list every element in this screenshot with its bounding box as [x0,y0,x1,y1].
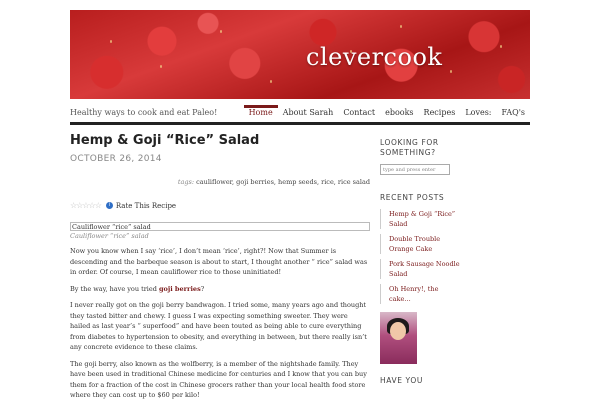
recent-posts-title: RECENT POSTS [380,193,445,202]
site-title[interactable]: clevercook [306,43,443,71]
nav-item-recipes[interactable]: Recipes [423,108,456,117]
tags-list[interactable]: cauliflower, goji berries, hemp seeds, rice, rice salad [196,178,370,186]
goji-berries-link[interactable]: goji berries [158,284,201,293]
header-banner[interactable] [70,10,530,99]
post-content [70,133,370,400]
recent-posts-list [380,209,460,304]
recipe-rating [70,201,370,210]
post-paragraph-1: Now you know when I say ‘rice’, I don’t mean ‘rice’, right?! Now that Summer is descending and the barbeque season is about to start, I thought another “ rice” salad was in order. Of course, I mean cauliflower rice to those uninitiated! [70,247,368,276]
have-you-title: HAVE YOU [380,376,423,385]
avatar-face [390,322,406,340]
site-tagline: Healthy ways to cook and eat Paleo! [70,108,218,117]
post-date: OCTOBER 26, 2014 [70,154,162,164]
nav-item-ebooks[interactable]: ebooks [385,108,414,117]
post-image: Cauliflower “rice” salad [70,222,370,231]
rate-recipe-label[interactable]: Rate This Recipe [115,201,177,210]
recent-post-link[interactable]: Hemp & Goji “Rice” Salad [380,209,460,229]
p2-prefix: By the way, have you tried [70,284,159,293]
post-paragraph-3: I never really got on the goji berry bandwagon. I tried some, many years ago and thought they tasted bitter and chewy. I guess I was expecting something sweeter. They were hailed as last year’s “ superfood” and have been touted as being able to cure everything from diabetes to hypertension to obesity, and everything in between, but there really isn’t any concrete evidence to these claims. [70,301,367,351]
recent-post-link[interactable]: Oh Henry!, the cake… [380,284,460,304]
search-widget-title: LOOKING FOR SOMETHING? [380,138,439,157]
nav-divider [70,122,530,125]
recent-post-link[interactable]: Double Trouble Orange Cake [380,234,460,254]
image-caption: Cauliflower “rice” salad [70,232,149,240]
nav-item-loves[interactable]: Loves: [465,108,492,117]
post-title[interactable]: Hemp & Goji “Rice” Salad [70,133,260,148]
p2-suffix: ? [200,284,205,293]
tags-label: tags: [177,178,195,186]
author-avatar [380,312,417,364]
nav-item-about[interactable]: About Sarah [282,108,334,117]
main-nav [244,108,530,117]
search-input[interactable]: type and press enter [380,164,450,175]
post-tags [70,178,370,186]
nav-item-contact[interactable]: Contact [343,108,376,117]
post-paragraph-2 [70,284,370,295]
nav-item-faq[interactable]: FAQ's [501,108,525,117]
recent-post-link[interactable]: Pork Sausage Noodle Salad [380,259,460,279]
post-paragraph-4: The goji berry, also known as the wolfberry, is a member of the nightshade family. They have been used in traditional Chinese medicine for centuries and I know that you can buy them for a fraction of the cost in Chinese grocers rather than your local health food store where they can cost up to $60 per kilo! [70,359,367,399]
rating-stars[interactable]: ☆☆☆☆☆ [70,201,101,210]
sidebar [380,138,460,386]
info-icon[interactable]: i [106,202,113,209]
nav-item-home[interactable]: Home [244,105,278,117]
